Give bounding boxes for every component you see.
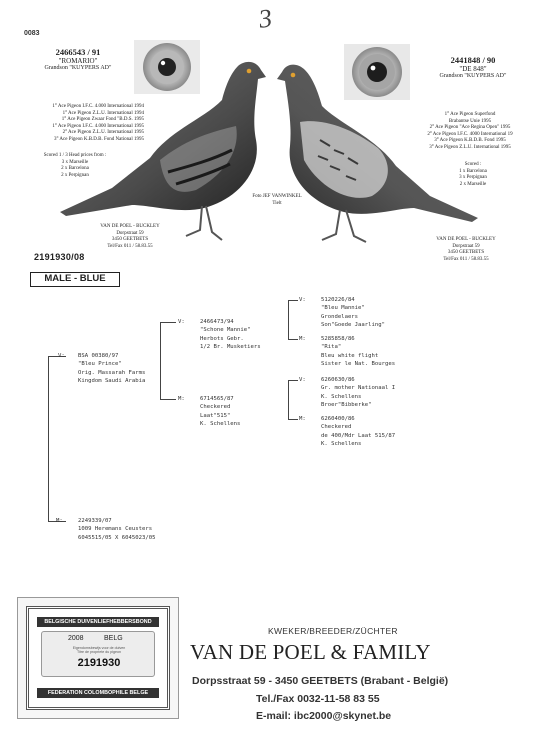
pedigree-sds-label: V: — [299, 377, 306, 383]
pedigree-ssd: 5285858/86 "Rita" Bleu white flight Sister le Nat. Bourges — [321, 336, 396, 367]
owner-line: VAN DE POEL - BUCKLEY — [436, 237, 496, 242]
owner-line: Tel/Fax 011 / 58.83.55 — [443, 256, 489, 262]
stamp-country: BELG — [104, 635, 123, 642]
scored-line: 2 x Barcelona — [61, 166, 89, 171]
pedigree-line — [288, 419, 298, 420]
page-code: 0083 — [24, 30, 40, 37]
pedigree-line — [288, 300, 298, 301]
pedigree-sdd: 6260400/86 Checkered de 400/Mdr Laat 515/87 K. Schellens — [321, 416, 396, 447]
pigeon-photo — [0, 0, 550, 270]
pedigree-line — [160, 322, 161, 400]
pedigree-line — [48, 356, 49, 522]
pedigree-dam-label: M: — [56, 518, 63, 524]
result-line: 2° Ace Pigeon Z.L.U. International 1995 — [62, 130, 144, 135]
breeder-email: E-mail: ibc2000@skynet.be — [256, 710, 392, 722]
left-pigeon-name: "ROMARIO" — [58, 57, 98, 65]
scored-line: 3 x Marseille — [61, 159, 89, 165]
result-line: 3° Ace Pigeon K.B.D.B. Fond National 1995 — [53, 136, 144, 142]
stamp-inner — [41, 631, 155, 677]
right-pigeon-name: "DE 848" — [459, 65, 487, 73]
left-pigeon-ring: 2466543 / 91 — [55, 47, 101, 57]
stamp-top-banner: BELGISCHE DUIVENLIEFHEBBERSBOND — [37, 617, 159, 627]
right-pigeon-ring: 2441848 / 90 — [450, 55, 496, 65]
result-line: 3° Ace Pigeon K.B.D.B. Fond 1995 — [434, 138, 506, 143]
ownership-card — [17, 597, 179, 719]
owner-line: Dorpstraat 59 — [116, 230, 144, 236]
result-line: 1° Ace Pigeon I.F.C. 4.000 International 1994 — [52, 104, 144, 109]
result-line: 1° Ace Pigeon Superfond — [444, 112, 496, 117]
photo-credit: Foto JEF VANWINKEL Tielt — [252, 194, 302, 206]
scored-line: 1 x Barcelona — [459, 168, 487, 174]
pedigree-sire-sire: 2466473/94 "Schone Mannie" Herbots Gebr. 1/2 Br. Musketiers — [200, 319, 261, 350]
handwritten-number: 3 — [256, 3, 274, 34]
pedigree-sss: 5120226/84 "Bleu Mannie" Grondelaers Son"Goede Jaarling" — [321, 297, 385, 328]
pedigree-line — [160, 399, 176, 400]
pedigree-sds: 6260630/86 Gr. mother Nationaal I K. Schellens Broer"Bibberke" — [321, 377, 396, 408]
result-line: Brabantse Unie 1995 — [448, 118, 492, 124]
pedigree-dam: 2249339/07 1009 Heremans Ceusters 6045515/05 X 6045023/05 — [78, 518, 156, 541]
owner-line: Dorpstraat 59 — [452, 243, 480, 249]
stamp-year: 2008 — [68, 635, 84, 642]
stamp-ring-number: 2191930 — [77, 657, 121, 669]
result-line: 3° Ace Pigeon Z.L.U. International 1995 — [429, 144, 511, 150]
scored-title: Scored : — [464, 162, 482, 167]
pedigree-ssd-label: M: — [299, 336, 306, 342]
pedigree-line — [288, 300, 289, 340]
breeder-phone: Tel./Fax 0032-11-58 83 55 — [256, 693, 380, 705]
sex-color-box: MALE - BLUE — [30, 272, 120, 287]
breeder-name: VAN DE POEL & FAMILY — [190, 640, 431, 664]
stamp-bottom-banner: FEDERATION COLOMBOPHILE BELGE — [37, 688, 159, 698]
scored-line: 3 x Perpignan — [459, 175, 487, 180]
pedigree-sdd-label: M: — [299, 416, 306, 422]
owner-line: Tel/Fax 011 / 58.83.55 — [107, 243, 153, 249]
left-eye-image — [134, 40, 200, 94]
owner-line: 3450 GEETBETS — [111, 237, 149, 242]
pedigree-sss-label: V: — [299, 297, 306, 303]
pedigree-sire-dam: 6714565/87 Checkered Laat"515" K. Schellens — [200, 396, 241, 427]
result-line: 2° Ace Pigeon "Ace Regina Open" 1995 — [429, 125, 511, 130]
pedigree-line — [288, 339, 298, 340]
pedigree-line — [288, 380, 298, 381]
scored-line: 2 x Marseille — [459, 181, 487, 187]
right-eye-image — [344, 44, 410, 100]
owner-line: VAN DE POEL - BUCKLEY — [100, 224, 160, 229]
pedigree-line — [288, 380, 289, 420]
scored-title: Scored 1 / 3 Head prices from : — [43, 153, 107, 158]
pedigree-ss-label: V: — [178, 319, 185, 325]
ownership-stamp — [26, 606, 170, 710]
right-pigeon-lineage: Grandson "KUYPERS AD" — [439, 73, 507, 79]
result-line: 1° Ace Pigeon Z.L.U. International 1994 — [62, 110, 144, 116]
owner-line: 3450 GEETBETS — [447, 250, 485, 255]
pedigree-sire: BSA 00380/97 "Bleu Prince" Orig. Massarah Farms Kingdom Saudi Arabia — [78, 353, 146, 384]
ring-number: 2191930/08 — [34, 252, 85, 262]
result-line: 2° Ace Pigeon I.F.C. 4000 International 19 — [427, 131, 513, 137]
scored-line: 2 x Perpignan — [61, 172, 89, 178]
stamp-small-text: Eigendomsbewijs voor de duiven Titre de propriete du pigeon — [72, 646, 126, 655]
breeder-address: Dorpsstraat 59 - 3450 GEETBETS (Brabant - België) — [192, 675, 449, 687]
pedigree-sire-label: V: — [58, 353, 65, 359]
left-pigeon-lineage: Grandson "KUYPERS AD" — [44, 65, 112, 71]
pedigree-sd-label: M: — [178, 396, 185, 402]
result-line: 1° Ace Pigeon I.F.C. 4.000 International 1995 — [52, 123, 144, 129]
result-line: 1° Ace Pigeon Zwaar Fond "B.D.S. 1995 — [61, 117, 144, 122]
breeder-roles: KWEKER/BREEDER/ZÜCHTER — [268, 626, 398, 636]
pedigree-line — [160, 322, 176, 323]
